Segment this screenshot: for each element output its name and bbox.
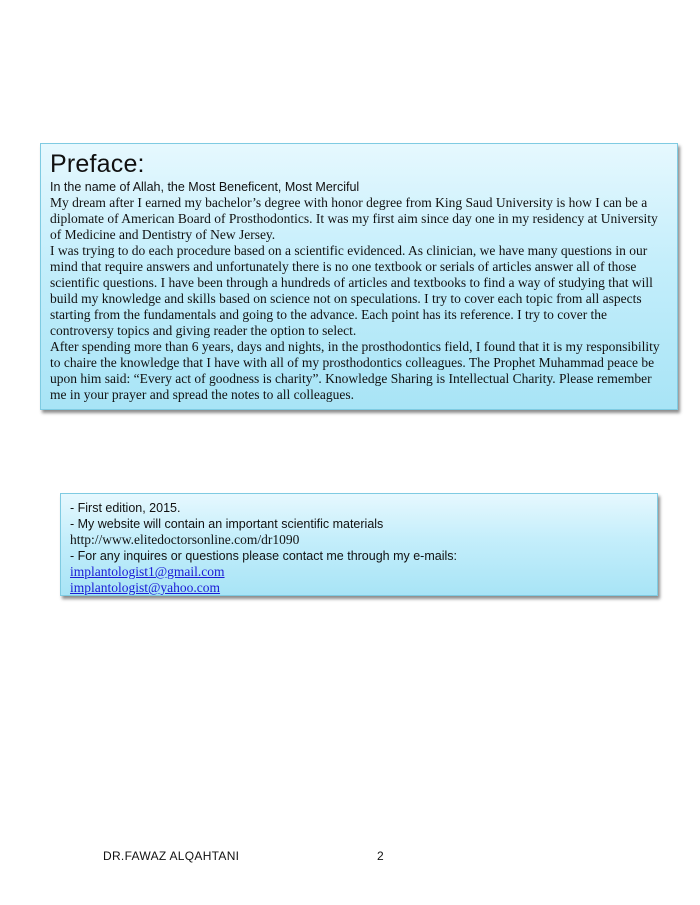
email-link-gmail[interactable]: implantologist1@gmail.com <box>70 564 225 579</box>
preface-greeting: In the name of Allah, the Most Beneficent, Most Merciful <box>50 180 360 194</box>
edition-line: - First edition, 2015. <box>70 501 181 515</box>
preface-paragraph: After spending more than 6 years, days and nights, in the prosthodontics field, I found that it is my responsibility to chaire the knowledge that I have with all of my prosthodontics colleagues. The Prophet Muhammad peace be upon him said: “Every act of goodness is charity”. Knowledge Sharing is Intellectual Charity. Please remember me in your prayer and spread the notes to all colleagues. <box>50 339 660 402</box>
page-number: 2 <box>377 849 384 863</box>
preface-box <box>40 143 678 410</box>
website-note: - My website will contain an important scientific materials <box>70 517 384 531</box>
website-url: http://www.elitedoctorsonline.com/dr1090 <box>70 532 300 547</box>
email-link-yahoo[interactable]: implantologist@yahoo.com <box>70 580 221 595</box>
preface-paragraph: I was trying to do each procedure based on a scientific evidenced. As clinician, we have many questions in our mind that require answers and unfortunately there is no one textbook or serials of articles answer all of those scientific questions. I have been through a hundreds of articles and textbooks to find a way of studying that will build my knowledge and skills based on science not on speculations. I try to cover each topic from all aspects starting from the fundamentals and going to the advance. Each point has its reference. I try to cover the controversy topics and giving reader the option to select. <box>50 243 653 338</box>
preface-title: Preface: <box>50 150 145 178</box>
edition-info-box <box>60 493 658 596</box>
footer-author: DR.FAWAZ ALQAHTANI <box>103 849 240 863</box>
contact-note: - For any inquires or questions please contact me through my e-mails: <box>70 549 457 563</box>
preface-paragraph: My dream after I earned my bachelor’s degree with honor degree from King Saud University is how I can be a diplomate of American Board of Prosthodontics. It was my first aim since day one in my residency at University of Medicine and Dentistry of New Jersey. <box>50 195 658 242</box>
